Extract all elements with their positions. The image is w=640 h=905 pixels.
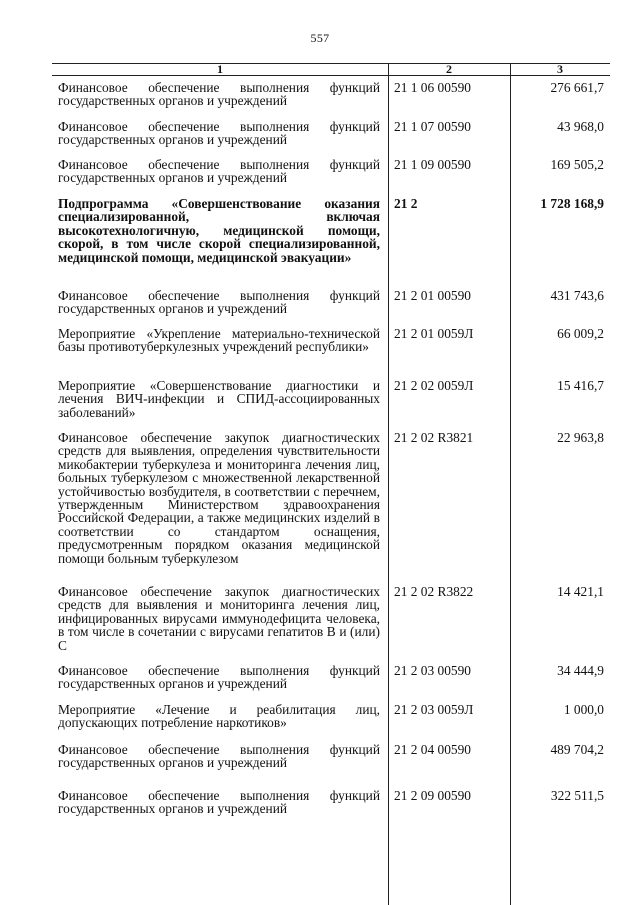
row-name: Финансовое обеспечение выполнения функций государственных органов и учреждений [58, 157, 380, 186]
row-name: Финансовое обеспечение закупок диагностических средств для выявления, определения чувствительности микобактерии туберкулеза и мониторинга лечения лиц, больных туберкулезом с множественной лекарственной устойчивостью возбудителя, в соответствии с перечнем, утвержденным Министерством здравоохранения Российской Федерации, а также медицинских изделий в соответствии со стандартом оснащения, предусмотренным порядком оказания медицинской помощи больным туберкулезом [58, 430, 380, 566]
row-code: 21 2 02 0059Л [394, 378, 474, 393]
row-amount: 1 728 168,9 [540, 196, 604, 211]
row-code: 21 2 09 00590 [394, 788, 471, 803]
row-name: Подпрограмма «Совершенствование оказания специализированной, включая высокотехнологичную, медицинской помощи, скорой, в том числе скорой специализированной, медицинской помощи, медицинской эвакуации» [58, 196, 380, 265]
row-name: Мероприятие «Лечение и реабилитация лиц, допускающих потребление наркотиков» [58, 702, 380, 731]
row-amount: 322 511,5 [550, 788, 604, 803]
row-name: Финансовое обеспечение закупок диагностических средств для выявления и мониторинга лечения лиц, инфицированных вирусами иммунодефицита человека, в том числе в сочетании с вирусами гепатитов В и (или) С [58, 584, 380, 653]
row-amount: 431 743,6 [550, 288, 604, 303]
header-bottom-rule [52, 75, 610, 76]
row-code: 21 1 09 00590 [394, 157, 471, 172]
row-code: 21 2 03 0059Л [394, 702, 474, 717]
column-header-1: 1 [217, 62, 223, 76]
row-amount: 276 661,7 [550, 80, 604, 95]
row-code: 21 2 02 R3821 [394, 430, 474, 445]
row-code: 21 2 02 R3822 [394, 584, 474, 599]
budget-table [52, 63, 610, 905]
row-amount: 43 968,0 [557, 119, 604, 134]
row-name: Финансовое обеспечение выполнения функций государственных органов и учреждений [58, 80, 380, 109]
row-name: Мероприятие «Укрепление материально-технической базы противотуберкулезных учреждений республики» [58, 326, 380, 355]
row-amount: 22 963,8 [557, 430, 604, 445]
row-code: 21 1 06 00590 [394, 80, 471, 95]
row-code: 21 2 01 0059Л [394, 326, 474, 341]
row-amount: 14 421,1 [557, 584, 604, 599]
row-amount: 489 704,2 [550, 742, 604, 757]
row-amount: 1 000,0 [563, 702, 604, 717]
row-name: Финансовое обеспечение выполнения функций государственных органов и учреждений [58, 742, 380, 771]
column-divider-1 [388, 63, 389, 905]
row-name: Финансовое обеспечение выполнения функций государственных органов и учреждений [58, 663, 380, 692]
column-header-2: 2 [446, 62, 452, 76]
column-header-3: 3 [557, 62, 563, 76]
row-code: 21 2 03 00590 [394, 663, 471, 678]
row-name: Мероприятие «Совершенствование диагностики и лечения ВИЧ-инфекции и СПИД-ассоциированных заболеваний» [58, 378, 380, 420]
row-code: 21 2 04 00590 [394, 742, 471, 757]
row-name: Финансовое обеспечение выполнения функций государственных органов и учреждений [58, 788, 380, 817]
page-number: 557 [310, 31, 330, 45]
row-code: 21 2 01 00590 [394, 288, 471, 303]
row-amount: 34 444,9 [557, 663, 604, 678]
row-amount: 169 505,2 [550, 157, 604, 172]
row-name: Финансовое обеспечение выполнения функций государственных органов и учреждений [58, 288, 380, 317]
row-code: 21 2 [394, 196, 418, 211]
row-amount: 66 009,2 [557, 326, 604, 341]
row-amount: 15 416,7 [557, 378, 604, 393]
row-code: 21 1 07 00590 [394, 119, 471, 134]
column-divider-2 [510, 63, 511, 905]
row-name: Финансовое обеспечение выполнения функций государственных органов и учреждений [58, 119, 380, 148]
